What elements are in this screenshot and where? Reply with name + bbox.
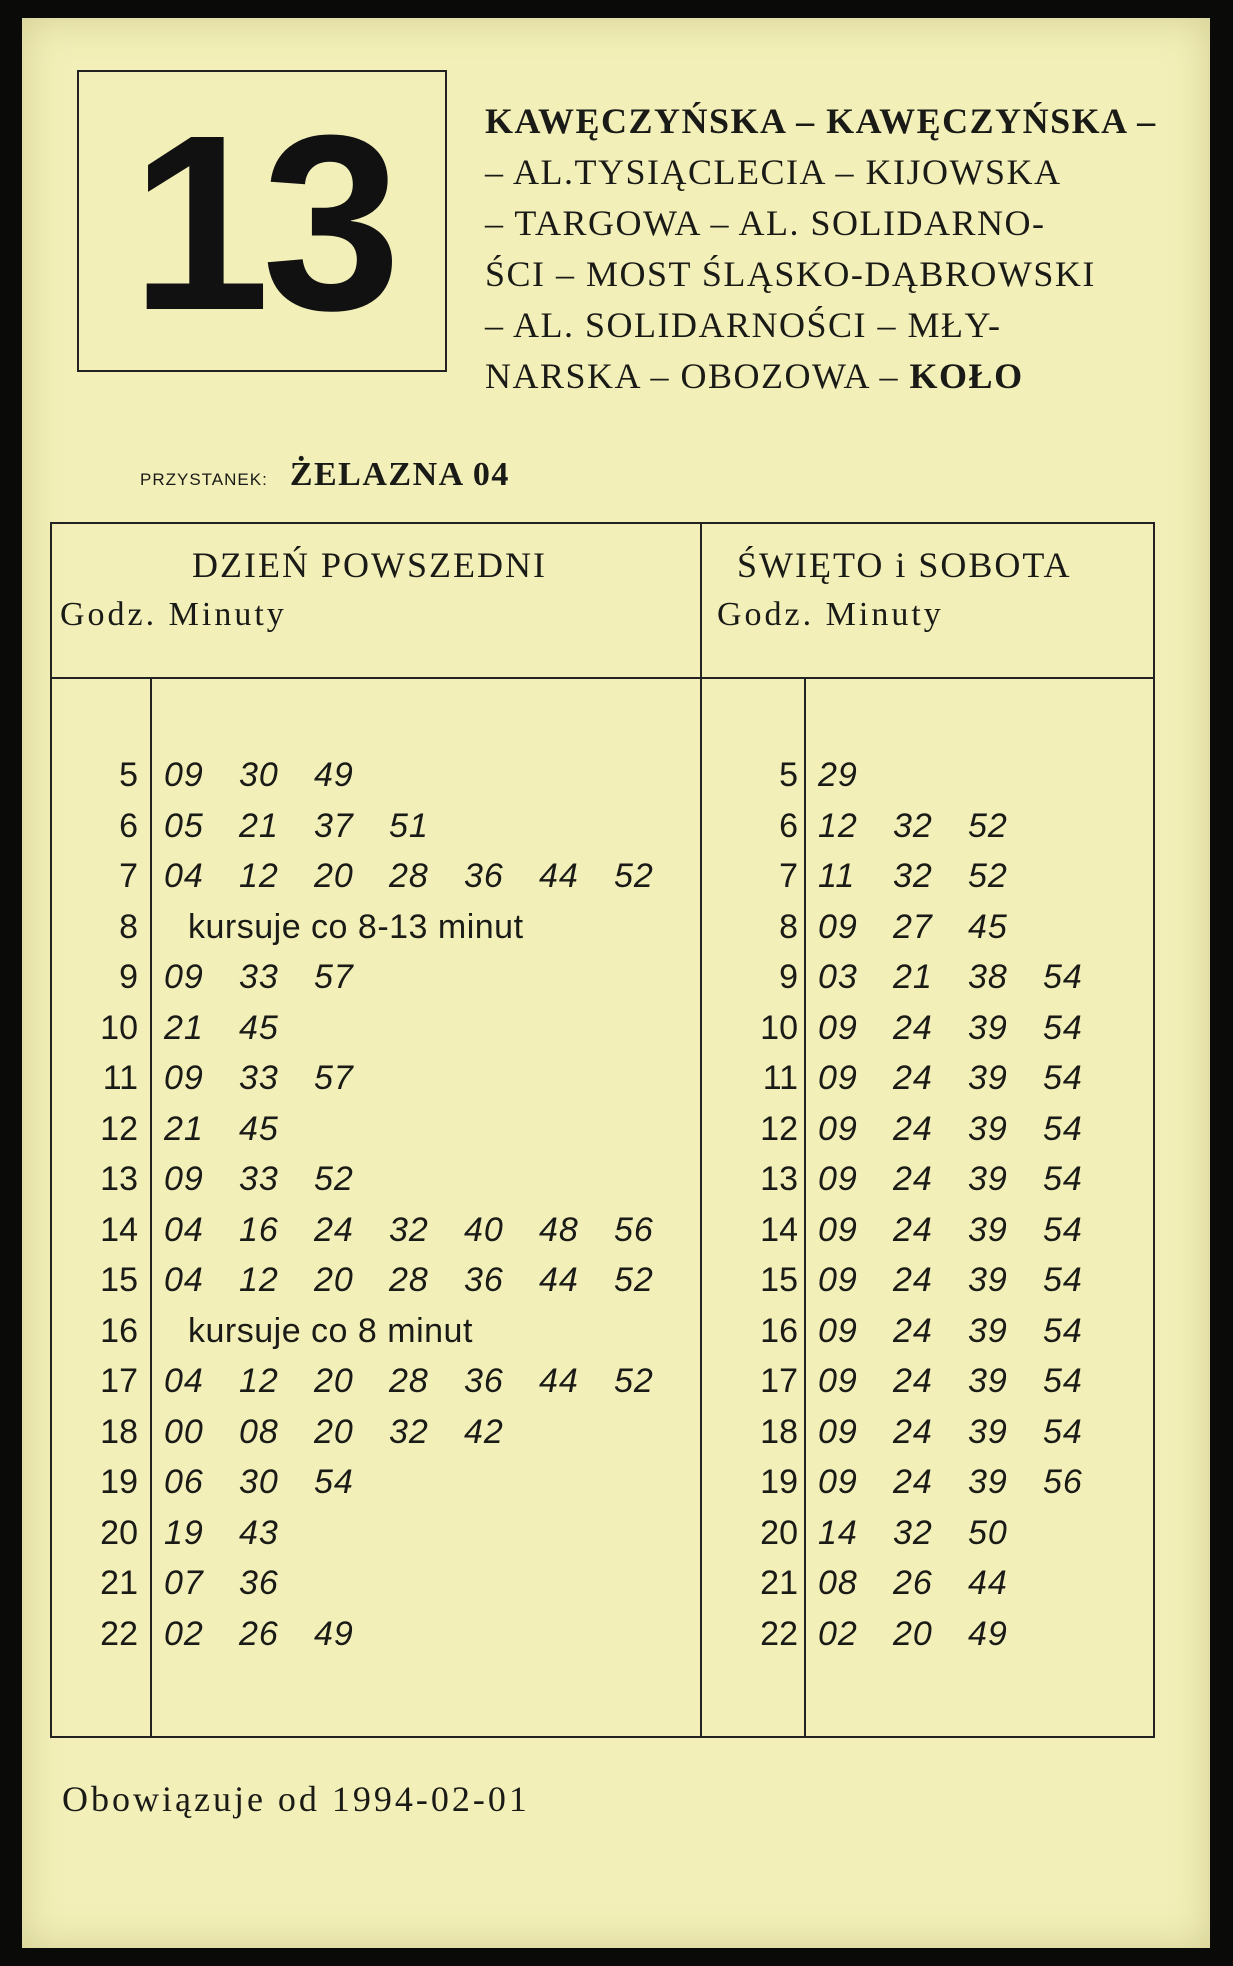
departure-minute: 33 (239, 1160, 279, 1198)
header-divider (52, 677, 1153, 679)
minutes-cell (818, 1508, 1043, 1558)
route-line: – AL.TYSIĄCLECIA – KIJOWSKA (485, 152, 1062, 192)
departure-minute: 26 (239, 1614, 279, 1653)
departure-minute: 30 (239, 1463, 279, 1501)
departure-minute: 21 (164, 1109, 204, 1148)
departure-minute: 19 (164, 1513, 204, 1552)
departure-minute: 12 (239, 857, 279, 895)
departure-minute: 57 (314, 1059, 354, 1097)
route-number-box (77, 70, 447, 372)
minutes-cell (818, 952, 1118, 1002)
departure-minute: 36 (239, 1564, 279, 1602)
departure-minute: 44 (968, 1564, 1008, 1602)
hour-cell: 11 (762, 1059, 798, 1097)
departure-minute: 14 (818, 1513, 858, 1552)
route-line: KAWĘCZYŃSKA – KAWĘCZYŃSKA – (485, 101, 1157, 141)
departure-minute: 12 (239, 1261, 279, 1299)
departure-minute: 24 (893, 1311, 933, 1350)
departure-minute: 45 (239, 1109, 279, 1148)
departure-minute: 52 (314, 1160, 354, 1198)
departure-minute: 45 (239, 1008, 279, 1047)
minutes-cell (818, 1407, 1118, 1457)
route-line (485, 351, 1195, 402)
departure-minute: 24 (893, 1412, 933, 1451)
departure-minute: 54 (1043, 1311, 1083, 1350)
departure-minute: 36 (464, 857, 504, 895)
schedule-row (52, 952, 1153, 1002)
departure-minute: 09 (818, 1109, 858, 1148)
departure-minute: 39 (968, 1261, 1008, 1299)
schedule-row (52, 1154, 1153, 1204)
hour-cell: 13 (760, 1160, 798, 1198)
schedule-row (52, 902, 1153, 952)
departure-minute: 39 (968, 1463, 1008, 1501)
minutes-cell (818, 1356, 1118, 1406)
hour-cell: 20 (760, 1513, 798, 1552)
departure-minute: 09 (164, 756, 204, 794)
departure-minute: 04 (164, 857, 204, 895)
hour-cell: 7 (779, 857, 798, 895)
departure-minute: 16 (239, 1210, 279, 1249)
departure-minute: 09 (818, 1311, 858, 1350)
departure-minute: 09 (818, 1463, 858, 1501)
route-line: – AL. SOLIDARNOŚCI – MŁY- (485, 305, 1002, 345)
departure-minute: 09 (164, 1160, 204, 1198)
departure-minute: 54 (314, 1463, 354, 1501)
departure-minute: 09 (818, 1160, 858, 1198)
departure-minute: 02 (818, 1614, 858, 1653)
departure-minute: 32 (389, 1210, 429, 1249)
route-description (485, 96, 1195, 402)
departure-minute: 09 (818, 1059, 858, 1097)
minutes-cell (818, 801, 1043, 851)
departure-minute: 52 (614, 1362, 654, 1400)
departure-minute: 32 (893, 857, 933, 895)
departure-minute: 20 (314, 1412, 354, 1451)
departure-minute: 21 (164, 1008, 204, 1047)
departure-minute: 36 (464, 1261, 504, 1299)
hour-cell: 15 (760, 1261, 798, 1299)
minutes-cell (818, 1205, 1118, 1255)
route-line: ŚCI – MOST ŚLĄSKO-DĄBROWSKI (485, 254, 1096, 294)
departure-minute: 43 (239, 1513, 279, 1552)
schedule-row (52, 1407, 1153, 1457)
hour-cell: 13 (100, 1160, 138, 1198)
schedule-row (52, 1104, 1153, 1154)
departure-minute: 30 (239, 756, 279, 794)
departure-minute: 11 (818, 857, 856, 895)
departure-minute: 54 (1043, 1210, 1083, 1249)
frequency-note: kursuje co 8-13 minut (188, 907, 524, 946)
departure-minute: 20 (314, 1261, 354, 1299)
hour-cell: 10 (100, 1008, 138, 1047)
departure-minute: 32 (893, 1513, 933, 1552)
hour-cell: 19 (760, 1463, 798, 1501)
departure-minute: 51 (389, 806, 429, 845)
route-line: – TARGOWA – AL. SOLIDARNO- (485, 203, 1046, 243)
hour-cell: 15 (100, 1261, 138, 1299)
departure-minute: 56 (1043, 1463, 1083, 1501)
schedule-row (52, 1053, 1153, 1103)
schedule-row (52, 1003, 1153, 1053)
departure-minute: 42 (464, 1412, 504, 1451)
departure-minute: 49 (314, 756, 354, 794)
minutes-cell (818, 1104, 1118, 1154)
schedule-row (52, 1255, 1153, 1305)
hour-cell: 21 (760, 1564, 798, 1602)
departure-minute: 38 (968, 958, 1008, 996)
departure-minute: 44 (539, 1261, 579, 1299)
departure-minute: 09 (164, 958, 204, 996)
departure-minute: 54 (1043, 1109, 1083, 1148)
minutes-cell (818, 1306, 1118, 1356)
departure-minute: 48 (539, 1210, 579, 1249)
departure-minute: 09 (818, 1261, 858, 1299)
minutes-cell (818, 1558, 1043, 1608)
hour-cell: 8 (779, 907, 798, 946)
minutes-cell (818, 902, 1043, 952)
hour-cell: 9 (779, 958, 798, 996)
hour-cell: 17 (760, 1362, 798, 1400)
departure-minute: 06 (164, 1463, 204, 1501)
departure-minute: 28 (389, 857, 429, 895)
departure-minute: 44 (539, 857, 579, 895)
minutes-cell (818, 1003, 1118, 1053)
hour-cell: 22 (760, 1614, 798, 1653)
stop-info (140, 456, 510, 494)
departure-minute: 29 (818, 756, 858, 794)
hour-cell: 19 (100, 1463, 138, 1501)
hour-cell: 9 (119, 958, 138, 996)
departure-minute: 09 (818, 907, 858, 946)
hour-cell: 20 (100, 1513, 138, 1552)
departure-minute: 54 (1043, 1261, 1083, 1299)
hour-cell: 22 (100, 1614, 138, 1653)
departure-minute: 33 (239, 958, 279, 996)
schedule-row (52, 750, 1153, 800)
valid-from: Obowiązuje od 1994-02-01 (62, 1779, 530, 1819)
hour-cell: 12 (760, 1109, 798, 1148)
departure-minute: 27 (893, 907, 933, 946)
departure-minute: 08 (818, 1564, 858, 1602)
departure-minute: 24 (314, 1210, 354, 1249)
stop-label: PRZYSTANEK: (140, 470, 268, 489)
departure-minute: 52 (614, 1261, 654, 1299)
route-last-stop: KOŁO (909, 356, 1024, 396)
minutes-cell (818, 851, 1043, 901)
hour-cell: 5 (779, 756, 798, 794)
frequency-note: kursuje co 8 minut (188, 1311, 473, 1350)
departure-minute: 52 (614, 857, 654, 895)
departure-minute: 54 (1043, 958, 1083, 996)
hour-cell: 21 (100, 1564, 138, 1602)
departure-minute: 09 (818, 1412, 858, 1451)
departure-minute: 24 (893, 1210, 933, 1249)
schedule-row (52, 851, 1153, 901)
departure-minute: 54 (1043, 1412, 1083, 1451)
hour-cell: 14 (100, 1210, 138, 1249)
holiday-subheader: Godz. Minuty (717, 596, 944, 633)
departure-minute: 32 (389, 1412, 429, 1451)
departure-minute: 24 (893, 1109, 933, 1148)
departure-minute: 39 (968, 1008, 1008, 1047)
departure-minute: 39 (968, 1210, 1008, 1249)
minutes-cell (818, 1255, 1118, 1305)
hour-cell: 17 (100, 1362, 138, 1400)
departure-minute: 12 (239, 1362, 279, 1400)
hour-cell: 10 (760, 1008, 798, 1047)
departure-minute: 52 (968, 806, 1008, 845)
weekday-subheader: Godz. Minuty (60, 596, 287, 633)
timetable-sheet (22, 18, 1210, 1948)
departure-minute: 24 (893, 1059, 933, 1097)
schedule-row (52, 1356, 1153, 1406)
minutes-cell (818, 1154, 1118, 1204)
departure-minute: 24 (893, 1008, 933, 1047)
departure-minute: 09 (818, 1210, 858, 1249)
route-line-text: NARSKA – OBOZOWA – (485, 356, 900, 396)
hour-cell: 6 (119, 806, 138, 845)
schedule-row (52, 1306, 1153, 1356)
hour-cell: 18 (760, 1412, 798, 1451)
departure-minute: 33 (239, 1059, 279, 1097)
departure-minute: 44 (539, 1362, 579, 1400)
departure-minute: 02 (164, 1614, 204, 1653)
departure-minute: 50 (968, 1513, 1008, 1552)
departure-minute: 39 (968, 1311, 1008, 1350)
hour-cell: 12 (100, 1109, 138, 1148)
departure-minute: 37 (314, 806, 354, 845)
hour-cell: 6 (779, 806, 798, 845)
hour-cell: 11 (102, 1059, 138, 1097)
departure-minute: 56 (614, 1210, 654, 1249)
departure-minute: 39 (968, 1109, 1008, 1148)
departure-minute: 24 (893, 1160, 933, 1198)
departure-minute: 20 (314, 1362, 354, 1400)
departure-minute: 04 (164, 1261, 204, 1299)
departure-minute: 49 (314, 1614, 354, 1653)
departure-minute: 21 (893, 958, 933, 996)
schedule-row (52, 1205, 1153, 1255)
weekday-title: DZIEŃ POWSZEDNI (192, 545, 547, 585)
schedule-row (52, 1508, 1153, 1558)
holiday-title: ŚWIĘTO i SOBOTA (737, 545, 1072, 585)
departure-minute: 54 (1043, 1362, 1083, 1400)
departure-minute: 39 (968, 1160, 1008, 1198)
departure-minute: 28 (389, 1362, 429, 1400)
departure-minute: 39 (968, 1412, 1008, 1451)
departure-minute: 36 (464, 1362, 504, 1400)
departure-minute: 54 (1043, 1059, 1083, 1097)
departure-minute: 26 (893, 1564, 933, 1602)
departure-minute: 20 (893, 1614, 933, 1653)
route-number: 13 (130, 83, 394, 362)
hour-cell: 5 (119, 756, 138, 794)
hour-cell: 16 (100, 1311, 138, 1350)
departure-minute: 03 (818, 958, 858, 996)
minutes-cell (818, 1609, 1043, 1659)
departure-minute: 54 (1043, 1160, 1083, 1198)
departure-minute: 45 (968, 907, 1008, 946)
departure-minute: 39 (968, 1059, 1008, 1097)
departure-minute: 24 (893, 1463, 933, 1501)
minutes-cell (818, 1457, 1118, 1507)
departure-minute: 39 (968, 1362, 1008, 1400)
schedule-row (52, 1609, 1153, 1659)
hour-cell: 8 (119, 907, 138, 946)
schedule-row (52, 1558, 1153, 1608)
stop-name: ŻELAZNA 04 (289, 456, 510, 493)
departure-minute: 12 (818, 806, 858, 845)
departure-minute: 09 (818, 1008, 858, 1047)
hour-cell: 14 (760, 1210, 798, 1249)
minutes-cell (818, 750, 893, 800)
departure-minute: 05 (164, 806, 204, 845)
departure-minute: 40 (464, 1210, 504, 1249)
schedule-row (52, 1457, 1153, 1507)
departure-minute: 04 (164, 1210, 204, 1249)
hour-cell: 16 (760, 1311, 798, 1350)
departure-minute: 49 (968, 1614, 1008, 1653)
departure-minute: 07 (164, 1564, 204, 1602)
departure-minute: 09 (818, 1362, 858, 1400)
schedule-table (50, 522, 1155, 1738)
departure-minute: 24 (893, 1261, 933, 1299)
departure-minute: 57 (314, 958, 354, 996)
departure-minute: 32 (893, 806, 933, 845)
departure-minute: 08 (239, 1412, 279, 1451)
departure-minute: 09 (164, 1059, 204, 1097)
departure-minute: 04 (164, 1362, 204, 1400)
departure-minute: 00 (164, 1412, 204, 1451)
departure-minute: 28 (389, 1261, 429, 1299)
departure-minute: 21 (239, 806, 279, 845)
minutes-cell (818, 1053, 1118, 1103)
departure-minute: 52 (968, 857, 1008, 895)
departure-minute: 24 (893, 1362, 933, 1400)
schedule-row (52, 801, 1153, 851)
hour-cell: 7 (119, 857, 138, 895)
departure-minute: 20 (314, 857, 354, 895)
departure-minute: 54 (1043, 1008, 1083, 1047)
hour-cell: 18 (100, 1412, 138, 1451)
